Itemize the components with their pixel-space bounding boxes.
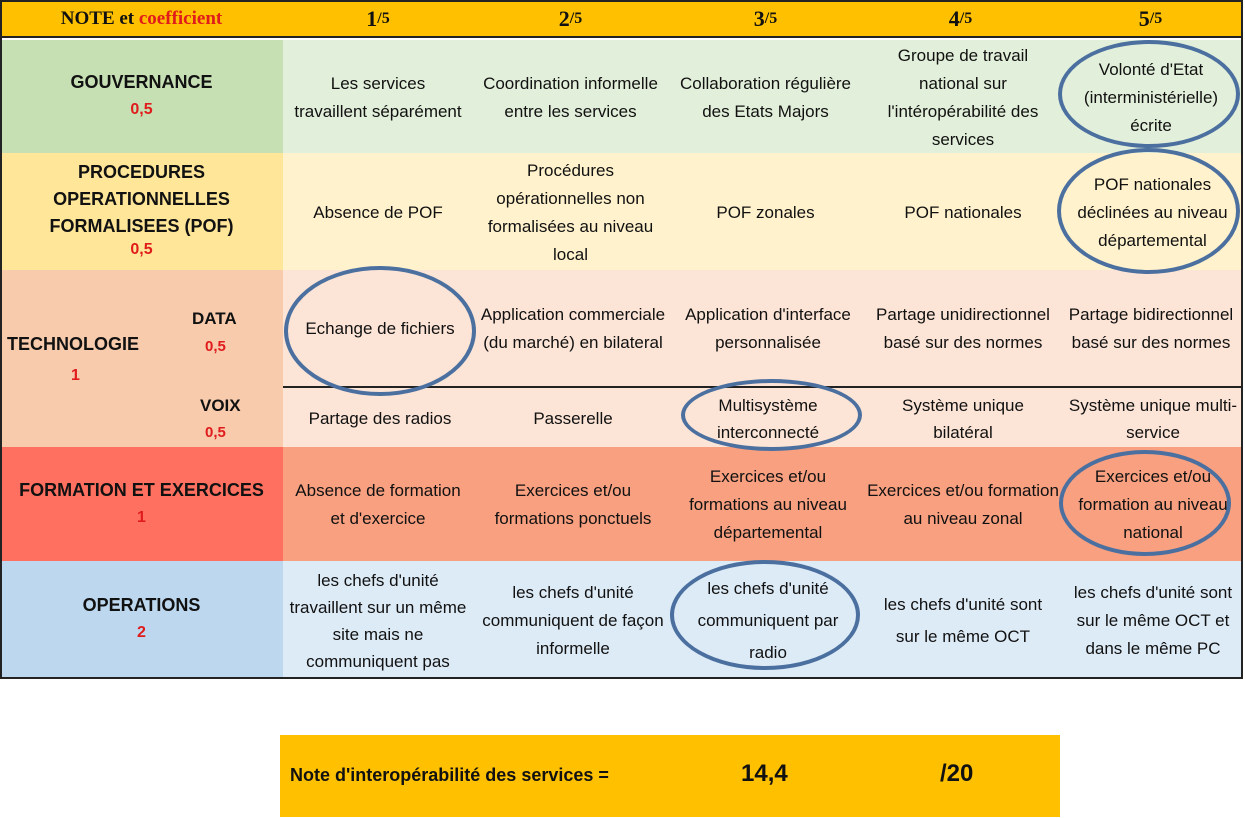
header-level-2: 2 /5 [558, 6, 583, 31]
voix-coef: 0,5 [205, 424, 226, 441]
data-cell-3: Application d'interface personnalisée [685, 305, 851, 352]
header-level-4: 4 /5 [948, 6, 973, 31]
gouvernance-cell-5: Volonté d'Etat (interministérielle) écrite [1083, 59, 1219, 135]
gouvernance-selected-circle [1058, 40, 1240, 148]
formation-selected-circle [1059, 450, 1231, 556]
header-level-3: 3 /5 [753, 6, 778, 31]
procedures-cell-5: POF nationales déclinées au niveau départemental [1077, 174, 1228, 250]
procedures-cell-3: POF zonales [716, 202, 815, 222]
procedures-cell-1: Absence de POF [313, 202, 443, 222]
operations-cell-1: les chefs d'unité travaillent sur un même site mais ne communiquent pas [289, 571, 467, 671]
data-cell-5: Partage bidirectionnel basé sur des normes [1068, 305, 1234, 352]
formation-cell-1: Absence de formation et d'exercice [295, 481, 461, 528]
voix-selected-circle [681, 379, 862, 451]
gouvernance-label: GOUVERNANCE 0,5 [0, 72, 283, 119]
data-cell-2: Application commerciale (du marché) en bilateral [480, 305, 666, 352]
data-coef: 0,5 [205, 338, 226, 355]
voix-cell-4: Système unique bilatéral [902, 396, 1024, 442]
header-note-label: NOTE et [60, 8, 135, 29]
header-level-1: 1 /5 [366, 6, 390, 31]
formation-coef: 1 [137, 509, 146, 526]
summary-label: Note d'interopérabilité des services = [290, 765, 609, 785]
voix-cell-3: Multisystème interconnecté [716, 396, 820, 442]
summary-score: 14,4 [741, 760, 788, 787]
header-level-5: 5 /5 [1138, 6, 1163, 31]
operations-cell-5: les chefs d'unité sont sur le même OCT et dans le même PC [1073, 583, 1233, 658]
procedures-cell-2: Procédures opérationnelles non formalisées au niveau local [487, 160, 654, 264]
formation-cell-2: Exercices et/ou formations ponctuels [494, 481, 652, 528]
voix-cell-2: Passerelle [533, 409, 613, 428]
header-coef-label: coefficient [138, 8, 223, 29]
gouvernance-cell-3: Collaboration régulière des Etats Majors [679, 73, 852, 121]
data-label: DATA [192, 309, 237, 328]
data-cell-1: Echange de fichiers [305, 319, 455, 338]
operations-cell-2: les chefs d'unité communiquent de façon informelle [482, 583, 664, 658]
operations-cell-4: les chefs d'unité sont sur le même OCT [883, 595, 1043, 646]
procedures-coef: 0,5 [130, 241, 153, 258]
procedures-selected-circle [1057, 148, 1240, 274]
technologie-label-bg [0, 270, 283, 447]
gouvernance-cell-2: Coordination informelle entre les services [483, 73, 658, 121]
summary-max: /20 [940, 760, 974, 787]
technologie-label: TECHNOLOGIE [7, 334, 140, 354]
data-selected-circle [284, 266, 476, 396]
gouvernance-cell-1: Les services travaillent séparément [294, 73, 462, 121]
operations-selected-circle [670, 560, 860, 670]
voix-cell-5: Système unique multi-service [1068, 396, 1238, 442]
table-bottom-border [0, 677, 1243, 679]
procedures-cell-4: POF nationales [904, 202, 1022, 222]
formation-cell-3: Exercices et/ou formations au niveau départemental [689, 467, 847, 542]
operations-cell-3: les chefs d'unité communiquent par radio [697, 579, 839, 662]
operations-label: OPERATIONS 2 [0, 595, 283, 642]
gouvernance-coef: 0,5 [130, 101, 153, 118]
gouvernance-cell-4: Groupe de travail national sur l'intéropérabilité des services [887, 45, 1039, 149]
voix-cell-1: Partage des radios [308, 409, 452, 428]
formation-cell-4: Exercices et/ou formation au niveau zonal [867, 481, 1059, 528]
technologie-coef: 1 [71, 367, 80, 384]
voix-label: VOIX [200, 396, 241, 415]
formation-label: FORMATION ET EXERCICES 1 [0, 480, 283, 527]
operations-coef: 2 [137, 624, 146, 641]
table-left-border [0, 38, 2, 679]
procedures-label: PROCEDURES OPERATIONNELLES FORMALISEES (POF) 0,5 [30, 159, 253, 260]
formation-cell-5: Exercices et/ou formation au niveau national [1078, 467, 1228, 542]
header-note-coef-label [0, 0, 283, 38]
data-cell-4: Partage unidirectionnel basé sur des normes [876, 305, 1050, 352]
